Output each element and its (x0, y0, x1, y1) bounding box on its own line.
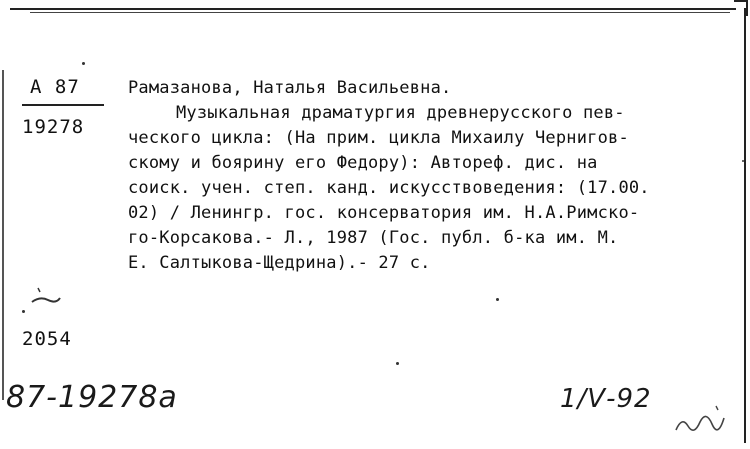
shelf-mark-top: А 87 (30, 76, 80, 98)
ink-speck (22, 310, 25, 313)
shelf-mark-divider (22, 104, 104, 106)
ink-speck (82, 62, 85, 65)
handwritten-accession-number: 87-19278а (6, 380, 178, 415)
entry-line: скому и боярину его Федору): Автореф. дис. на (128, 153, 598, 173)
shelf-mark-bottom: 19278 (22, 116, 85, 138)
handwritten-signature (672, 396, 732, 436)
card-right-border (744, 8, 746, 443)
side-number: 2054 (22, 328, 72, 350)
entry-line: Е. Салтыкова-Щедрина).- 27 с. (128, 253, 431, 273)
entry-author-line: Рамазанова, Наталья Васильевна. (128, 78, 452, 98)
ink-speck (396, 362, 399, 365)
bibliographic-entry (128, 76, 740, 276)
ink-speck (742, 160, 744, 162)
entry-line: Музыкальная драматургия древнерусского пев- (176, 103, 625, 123)
card-left-border (2, 70, 4, 400)
handwritten-date: 1/Ⅴ-92 (560, 384, 652, 414)
entry-line: соиск. учен. степ. канд. искусствоведения: (17.00. (128, 178, 650, 198)
ink-speck (496, 298, 499, 301)
entry-line: го-Корсакова.- Л., 1987 (Гос. публ. б-ка им. М. (128, 228, 619, 248)
entry-line: ческого цикла: (На прим. цикла Михаилу Чернигов- (128, 128, 629, 148)
entry-line: 02) / Ленингр. гос. консерватория им. Н.А.Римско- (128, 203, 640, 223)
card-top-border-inner (30, 12, 730, 13)
card-top-border (10, 8, 736, 10)
ink-smudge-mark (28, 282, 62, 308)
